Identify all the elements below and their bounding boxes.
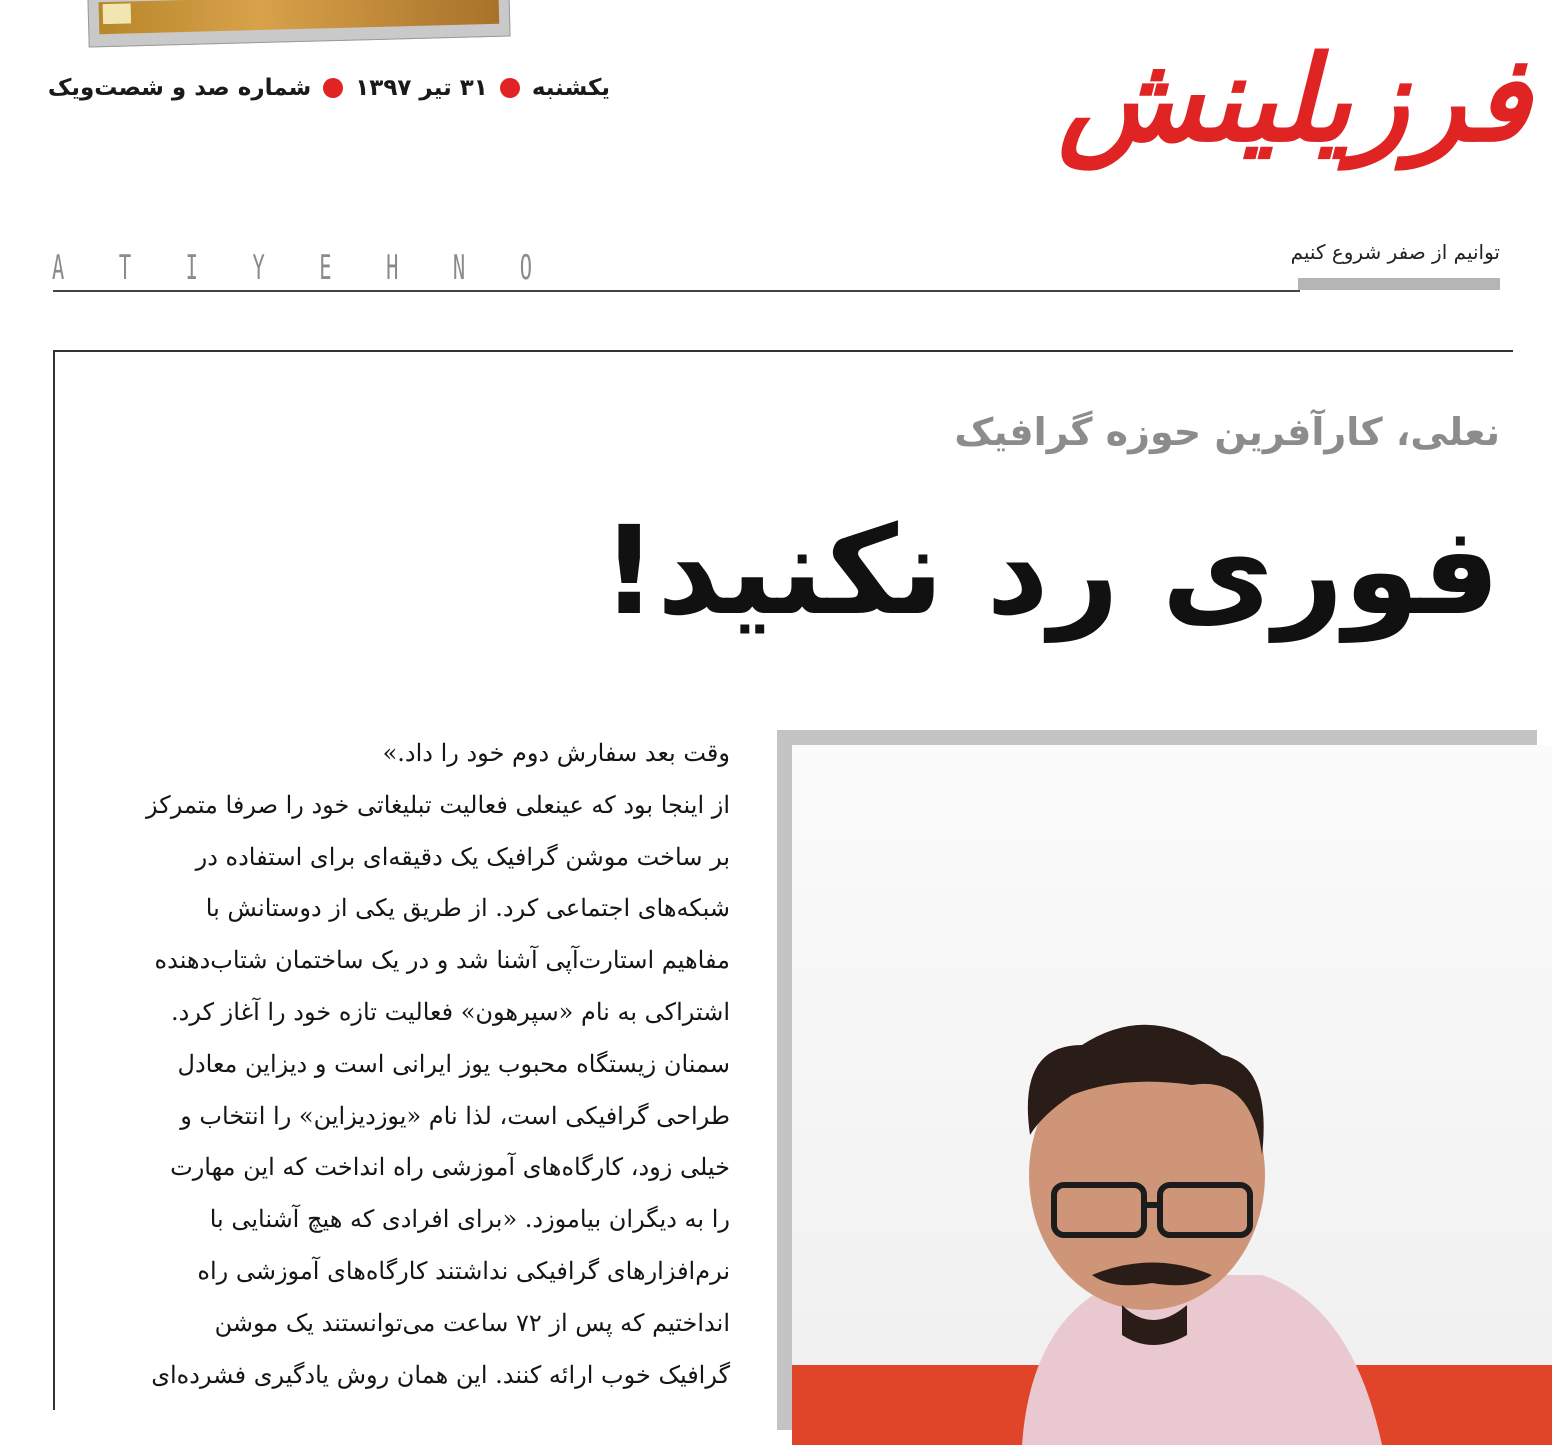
section-letter: H [386, 248, 399, 288]
logo-text: فرزیلینش [1057, 29, 1530, 168]
body-line: مفاهیم استارت‌آپی آشنا شد و در یک ساختمان شتاب‌دهنده [154, 946, 730, 975]
section-letter: O [519, 248, 532, 288]
body-line: انداختیم که پس از ۷۲ ساعت می‌توانستند یک موشن [214, 1308, 730, 1337]
portrait-illustration [792, 745, 1552, 1445]
section-letter: N [452, 248, 466, 288]
thumbnail-image [99, 0, 500, 34]
section-letter: I [185, 248, 198, 288]
logo-tagline: توانیم از صفر شروع کنیم [1290, 240, 1500, 264]
article-headline: فوری رد نکنید! [601, 500, 1500, 642]
body-line: نرم‌افزارهای گرافیکی نداشتند کارگاه‌های آموزشی راه [197, 1256, 730, 1285]
dateline-issue: شماره صد و شصت‌ویک [47, 75, 312, 101]
body-line: طراحی گرافیکی است، لذا نام «یوزدیزاین» را انتخاب و [180, 1101, 730, 1130]
section-letter: Y [252, 248, 265, 288]
article-body [110, 728, 730, 1390]
body-line: وقت بعد سفارش دوم خود را داد.» [382, 739, 730, 767]
body-line: از اینجا بود که عینعلی فعالیت تبلیغاتی خود را صرفا متمرکز [146, 790, 730, 819]
body-line: اشتراکی به نام «سپرهون» فعالیت تازه خود را آغاز کرد. [171, 997, 730, 1026]
dateline-date: ۳۱ تیر ۱۳۹۷ [355, 75, 488, 101]
article-kicker: نعلی، کارآفرین حوزه گرافیک [954, 410, 1500, 454]
dateline-day: یکشنبه [531, 75, 610, 101]
newspaper-logo [1057, 0, 1530, 250]
red-bullet-icon [500, 78, 520, 98]
section-label [52, 248, 532, 288]
body-line: بر ساخت موشن گرافیک یک دقیقه‌ای برای استفاده در [195, 842, 730, 871]
body-line: خیلی زود، کارگاه‌های آموزشی راه انداخت که این مهارت [170, 1153, 730, 1182]
section-letter: T [118, 248, 132, 288]
body-line: گرافیک خوب ارائه کنند. این همان روش یادگیری فشرده‌ای [151, 1360, 730, 1389]
portrait-photo [792, 745, 1552, 1445]
body-line: را به دیگران بیاموزد. «برای افرادی که هیچ آشنایی با [209, 1205, 730, 1234]
previous-issue-thumbnail [87, 0, 510, 48]
header-rule [53, 290, 1300, 292]
tagline-bar [1298, 278, 1500, 290]
thumbnail-tag [103, 3, 132, 24]
dateline [47, 70, 610, 106]
section-letter: E [319, 248, 332, 288]
body-line: شبکه‌های اجتماعی کرد. از طریق یکی از دوستانش با [205, 894, 730, 923]
body-line: سمنان زیستگاه محبوب یوز ایرانی است و دیزاین معادل [177, 1049, 730, 1078]
section-letter: A [52, 248, 65, 288]
red-bullet-icon [323, 78, 343, 98]
